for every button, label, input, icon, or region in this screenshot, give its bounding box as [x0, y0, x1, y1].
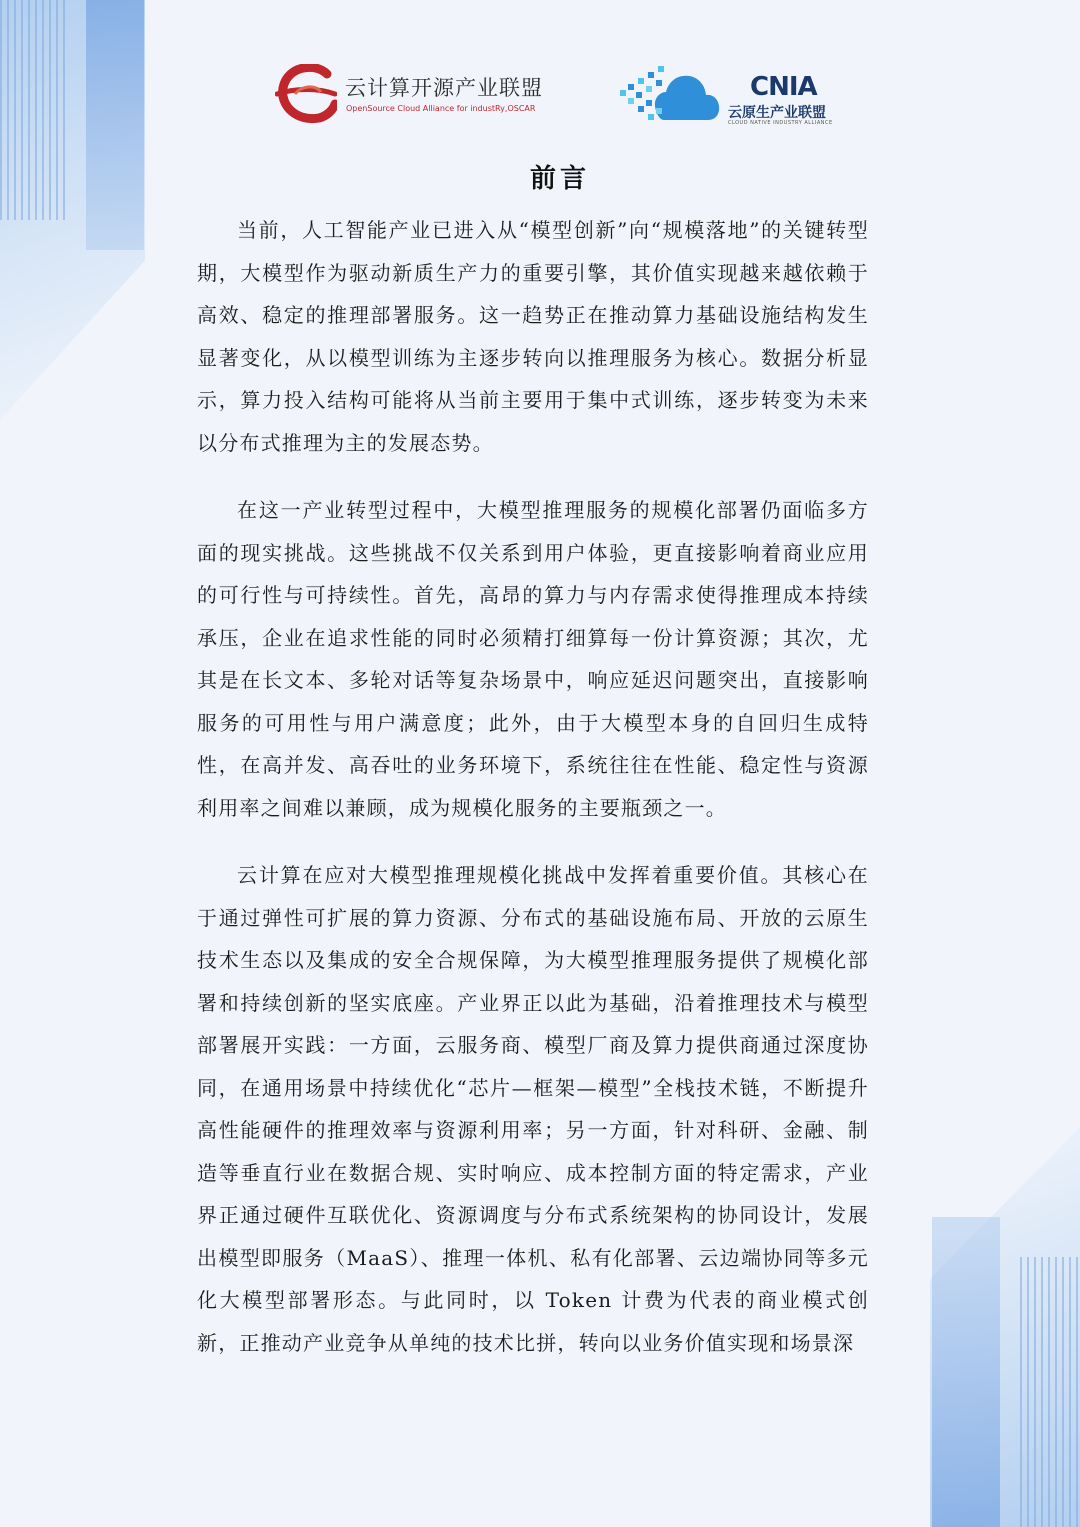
- paragraph-1: 当前，人工智能产业已进入从“模型创新”向“规模落地”的关键转型期，大模型作为驱动新质生产力的重要引擎，其价值实现越来越依赖于高效、稳定的推理部署服务。这一趋势正在推动算力基础设施结构发生显著变化，从以模型训练为主逐步转向以推理服务为核心。数据分析显示，算力投入结构可能将从当前主要用于集中式训练，逐步转变为未来以分布式推理为主的发展态势。: [197, 218, 869, 455]
- cnia-logo-title: CNIA: [750, 72, 817, 102]
- oscar-logo-name: 云计算开源产业联盟: [345, 76, 543, 100]
- pixel-cloud-logo-icon: [620, 64, 720, 128]
- cnia-logo-name: 云原生产业联盟: [728, 105, 826, 121]
- oscar-logo: [275, 64, 560, 124]
- decorative-stripes-bottom-right: [1020, 1257, 1080, 1527]
- header-logos: [0, 60, 1080, 135]
- cnia-logo: [620, 60, 850, 130]
- decorative-bar-bottom-right: [932, 1217, 1000, 1527]
- paragraph-3: 云计算在应对大模型推理规模化挑战中发挥着重要价值。其核心在于通过弹性可扩展的算力资源、分布式的基础设施布局、开放的云原生技术生态以及集成的安全合规保障，为大模型推理服务提供了规模化部署和持续创新的坚实底座。产业界正以此为基础，沿着推理技术与模型部署展开实践：一方面，云服务商、模型厂商及算力提供商通过深度协同，在通用场景中持续优化“芯片—框架—模型”全栈技术链，不断提升高性能硬件的推理效率与资源利用率；另一方面，针对科研、金融、制造等垂直行业在数据合规、实时响应、成本控制方面的特定需求，产业界正通过硬件互联优化、资源调度与分布式系统架构的协同设计，发展出模型即服务（MaaS）、推理一体机、私有化部署、云边端协同等多元化大模型部署形态。与此同时，以 Token 计费为代表的商业模式创新，正推动产业竞争从单纯的技术比拼，转向以业务价值实现和场景深: [197, 863, 869, 1355]
- document-body: [197, 209, 869, 1364]
- page-title: 前言: [529, 164, 590, 194]
- cnia-logo-subtitle: CLOUD NATIVE INDUSTRY ALLIANCE: [728, 120, 833, 126]
- oscar-logo-subtitle: OpenSource Cloud Alliance for industRy,OSCAR: [346, 104, 536, 113]
- oscar-e-logo-icon: [275, 64, 337, 124]
- paragraph-2: 在这一产业转型过程中，大模型推理服务的规模化部署仍面临多方面的现实挑战。这些挑战不仅关系到用户体验，更直接影响着商业应用的可行性与可持续性。首先，高昂的算力与内存需求使得推理成本持续承压，企业在追求性能的同时必须精打细算每一份计算资源；其次，尤其是在长文本、多轮对话等复杂场景中，响应延迟问题突出，直接影响服务的可用性与用户满意度；此外，由于大模型本身的自回归生成特性，在高并发、高吞吐的业务环境下，系统往往在性能、稳定性与资源利用率之间难以兼顾，成为规模化服务的主要瓶颈之一。: [197, 498, 869, 820]
